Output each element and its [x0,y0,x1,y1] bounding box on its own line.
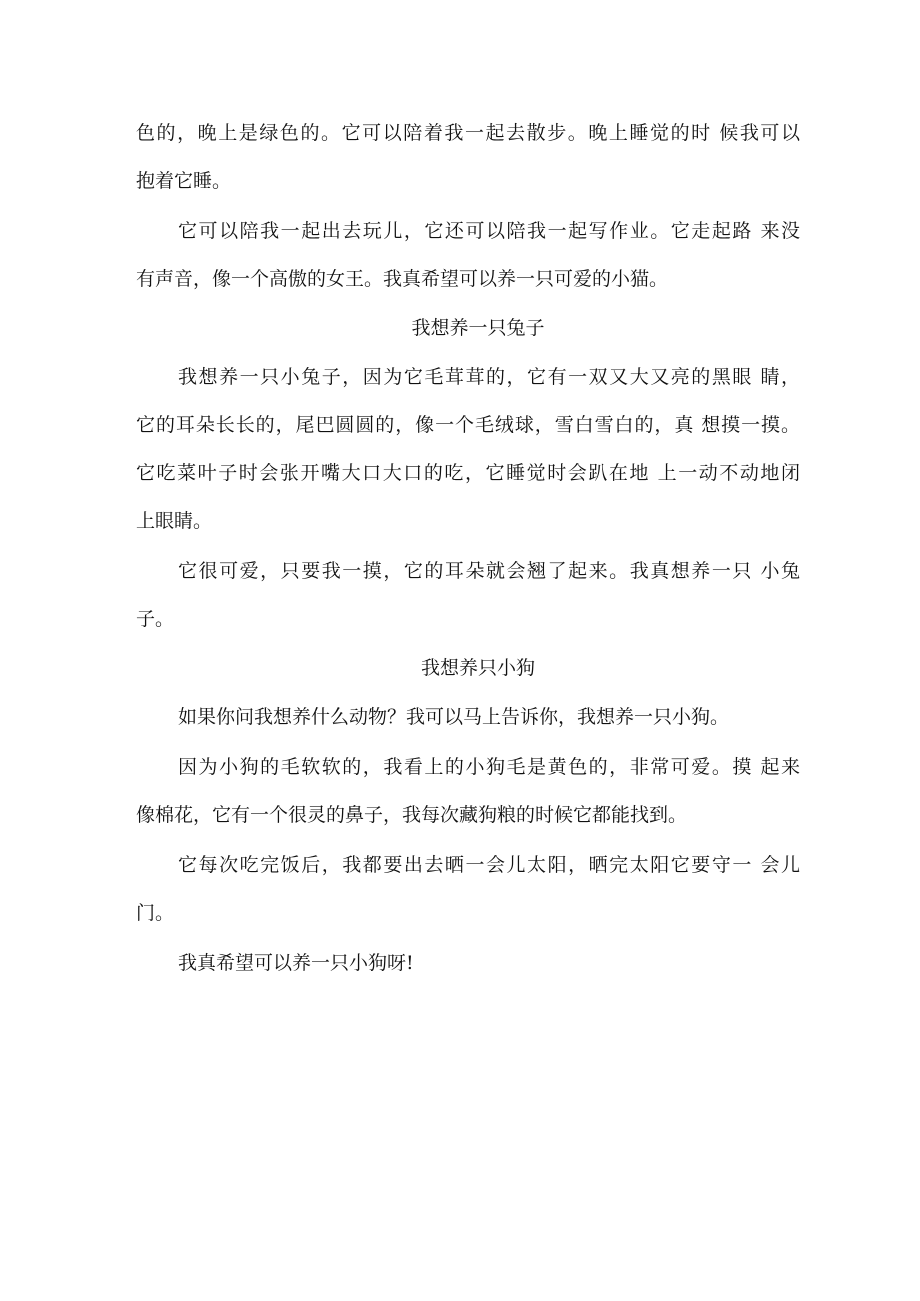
text-line: 它可以陪我一起出去玩儿，它还可以陪我一起写作业。它走起路 来没 [178,220,800,242]
text-line: 有声音，像一个高傲的女王。我真希望可以养一只可爱的小猫。 [136,268,669,290]
text-line: 门。 [136,902,175,924]
text-line: 子。 [136,608,175,630]
text-line: 像棉花，它有一个很灵的鼻子，我每次藏狗粮的时候它都能找到。 [136,804,688,826]
text-line: 因为小狗的毛软软的，我看上的小狗毛是黄色的，非常可爱。摸 起来 [178,756,800,778]
text-line: 如果你问我想养什么动物？我可以马上告诉你，我想养一只小狗。 [178,706,730,728]
text-line: 我真希望可以养一只小狗呀! [178,952,414,974]
text-line: 抱着它睡。 [136,170,232,192]
text-line: 它吃菜叶子时会张开嘴大口大口的吃，它睡觉时会趴在地 上一动不动地闭 [136,462,800,484]
text-line: 它的耳朵长长的，尾巴圆圆的，像一个毛绒球，雪白雪白的，真 想摸一摸。 [136,414,800,436]
text-line: 它很可爱，只要我一摸，它的耳朵就会翘了起来。我真想养一只 小兔 [178,560,800,582]
section-title-rabbit: 我想养一只兔子 [411,317,545,339]
document-page [136,109,800,987]
text-line: 色的，晚上是绿色的。它可以陪着我一起去散步。晚上睡觉的时 候我可以 [136,122,800,144]
section-title-dog: 我想养只小狗 [420,657,535,679]
text-line: 它每次吃完饭后，我都要出去晒一会儿太阳，晒完太阳它要守一 会儿 [178,854,800,876]
text-line: 我想养一只小兔子，因为它毛茸茸的，它有一双又大又亮的黑眼 睛， [178,366,800,388]
text-line: 上眼睛。 [136,510,213,532]
